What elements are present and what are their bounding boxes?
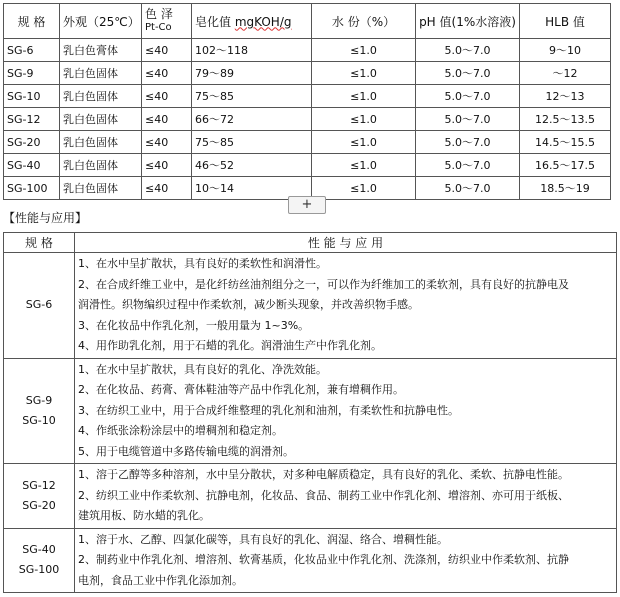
cell-grade: SG-10 xyxy=(4,85,60,108)
application-row xyxy=(4,253,617,359)
app-description-line: 1、在水中呈扩散状，具有良好的柔软性和润滑性。 xyxy=(78,257,327,270)
cell-grade: SG-6 xyxy=(4,39,60,62)
header-grade: 规 格 xyxy=(4,4,60,39)
spellcheck-underline: mgKOH/g xyxy=(234,14,292,29)
cell-appearance: 乳白色固体 xyxy=(60,177,142,200)
header-color-top: 色 泽 xyxy=(145,7,173,21)
cell-hlb: 14.5～15.5 xyxy=(520,131,611,154)
header-appearance: 外观（25℃） xyxy=(60,4,142,39)
app-description-cell xyxy=(75,464,617,529)
app-description-line: 电剂，食品工业中作乳化添加剂。 xyxy=(78,573,243,587)
cell-color: ≤40 xyxy=(142,108,192,131)
app-description-line: 2、在化妆品、药膏、膏体鞋油等产品中作乳化剂，兼有增稠作用。 xyxy=(78,383,404,396)
cell-saponification: 102～118 xyxy=(192,39,312,62)
application-header-row xyxy=(4,233,617,253)
app-grade-cell xyxy=(4,464,75,529)
app-description-line: 5、用于电缆管道中多路传输电缆的润滑剂。 xyxy=(78,444,294,458)
cell-saponification: 66～72 xyxy=(192,108,312,131)
app-grade-label: SG-20 xyxy=(22,498,56,512)
cell-water: ≤1.0 xyxy=(312,85,416,108)
cell-grade: SG-9 xyxy=(4,62,60,85)
app-description-line: 2、纺织工业中作柔软剂、抗静电剂，化妆品、食品、制药工业中作乳化剂、增溶剂、亦可用于纸板、 xyxy=(78,488,569,502)
app-grade-label: SG-9 xyxy=(25,393,53,407)
table-row xyxy=(4,62,611,85)
section-title: 【性能与应用】 xyxy=(3,211,88,225)
table-row xyxy=(4,154,611,177)
app-description-line: 1、在水中呈扩散状，具有良好的乳化、净洗效能。 xyxy=(78,362,327,376)
cell-ph: 5.0～7.0 xyxy=(416,62,520,85)
cell-ph: 5.0～7.0 xyxy=(416,39,520,62)
cell-ph: 5.0～7.0 xyxy=(416,177,520,200)
header-water: 水 份（%） xyxy=(312,4,416,39)
cell-saponification: 79～89 xyxy=(192,62,312,85)
application-row xyxy=(4,528,617,593)
app-description-line: 3、在化妆品中作乳化剂，一般用量为 1~3%。 xyxy=(78,318,310,332)
cell-water: ≤1.0 xyxy=(312,154,416,177)
cell-grade: SG-20 xyxy=(4,131,60,154)
app-description-line: 2、在合成纤维工业中，是化纤纺丝油剂组分之一，可以作为纤维加工的柔软剂，具有良好的抗静电及 xyxy=(78,277,569,291)
app-description-cell xyxy=(75,528,617,593)
cell-ph: 5.0～7.0 xyxy=(416,85,520,108)
cell-hlb: 16.5～17.5 xyxy=(520,154,611,177)
cell-grade: SG-12 xyxy=(4,108,60,131)
app-header-grade: 规 格 xyxy=(4,233,75,253)
cell-ph: 5.0～7.0 xyxy=(416,154,520,177)
cell-water: ≤1.0 xyxy=(312,131,416,154)
cell-water: ≤1.0 xyxy=(312,108,416,131)
table-row xyxy=(4,39,611,62)
app-description-line: 1、溶于水、乙醇、四氯化碳等，具有良好的乳化、润湿、络合、增稠性能。 xyxy=(78,532,448,546)
cell-color: ≤40 xyxy=(142,177,192,200)
cell-saponification: 46～52 xyxy=(192,154,312,177)
cell-saponification: 10～14 xyxy=(192,177,312,200)
app-grade-cell xyxy=(4,358,75,464)
cell-appearance: 乳白色固体 xyxy=(60,154,142,177)
spec-table xyxy=(3,3,611,200)
app-description-line: 润滑性。织物编织过程中作柔软剂，减少断头现象，并改善织物手感。 xyxy=(78,298,419,311)
header-saponification xyxy=(192,4,312,39)
app-description-line: 3、在纺织工业中，用于合成纤维整理的乳化剂和油剂，有柔软性和抗静电性。 xyxy=(78,403,459,417)
cell-color: ≤40 xyxy=(142,131,192,154)
cell-grade: SG-40 xyxy=(4,154,60,177)
cell-color: ≤40 xyxy=(142,39,192,62)
cell-color: ≤40 xyxy=(142,85,192,108)
header-color-bottom: Pt-Co xyxy=(145,22,172,33)
add-row-button[interactable]: + xyxy=(288,196,326,214)
cell-water: ≤1.0 xyxy=(312,39,416,62)
cell-grade: SG-100 xyxy=(4,177,60,200)
cell-water: ≤1.0 xyxy=(312,177,416,200)
app-header-application: 性 能 与 应 用 xyxy=(75,233,617,253)
cell-ph: 5.0～7.0 xyxy=(416,131,520,154)
header-color xyxy=(142,4,192,39)
app-grade-label: SG-6 xyxy=(25,298,53,312)
header-ph: pH 值(1%水溶液) xyxy=(416,4,520,39)
table-row xyxy=(4,131,611,154)
app-description-line: 4、作纸张涂粉涂层中的增稠剂和稳定剂。 xyxy=(78,424,283,437)
cell-color: ≤40 xyxy=(142,62,192,85)
app-grade-cell xyxy=(4,253,75,359)
table-row xyxy=(4,108,611,131)
app-description-line: 2、制药业中作乳化剂、增溶剂、软膏基质，化妆品业中作乳化剂、洗涤剂，纺织业中作柔软剂、抗静 xyxy=(78,553,569,566)
app-description-cell xyxy=(75,358,617,464)
app-description-cell xyxy=(75,253,617,359)
cell-appearance: 乳白色固体 xyxy=(60,108,142,131)
app-grade-label: SG-12 xyxy=(22,478,56,492)
cell-hlb: 12.5～13.5 xyxy=(520,108,611,131)
application-row xyxy=(4,358,617,464)
cell-hlb: 18.5～19 xyxy=(520,177,611,200)
cell-appearance: 乳白色固体 xyxy=(60,62,142,85)
app-description-line: 4、用作助乳化剂，用于石蜡的乳化。润滑油生产中作乳化剂。 xyxy=(78,339,382,352)
app-description-line: 1、溶于乙醇等多种溶剂，水中呈分散状，对多种电解质稳定，具有良好的乳化、柔软、抗静电性能。 xyxy=(78,468,569,481)
cell-saponification: 75～85 xyxy=(192,85,312,108)
cell-appearance: 乳白色膏体 xyxy=(60,39,142,62)
cell-water: ≤1.0 xyxy=(312,62,416,85)
app-grade-label: SG-100 xyxy=(18,563,60,577)
cell-appearance: 乳白色固体 xyxy=(60,131,142,154)
cell-ph: 5.0～7.0 xyxy=(416,108,520,131)
application-table xyxy=(3,232,617,593)
application-row xyxy=(4,464,617,529)
cell-color: ≤40 xyxy=(142,154,192,177)
cell-hlb: 9～10 xyxy=(520,39,611,62)
app-grade-label: SG-10 xyxy=(22,413,56,427)
cell-hlb: 12～13 xyxy=(520,85,611,108)
cell-hlb: ～12 xyxy=(520,62,611,85)
table-row xyxy=(4,85,611,108)
cell-appearance: 乳白色固体 xyxy=(60,85,142,108)
spec-table-header-row xyxy=(4,4,611,39)
cell-saponification: 75～85 xyxy=(192,131,312,154)
app-description-line: 建筑用板、防水蜡的乳化。 xyxy=(78,509,210,522)
header-hlb: HLB 值 xyxy=(520,4,611,39)
header-saponification-label: 皂化值 mgKOH/g xyxy=(195,14,292,29)
app-grade-label: SG-40 xyxy=(22,543,56,557)
app-grade-cell xyxy=(4,528,75,593)
